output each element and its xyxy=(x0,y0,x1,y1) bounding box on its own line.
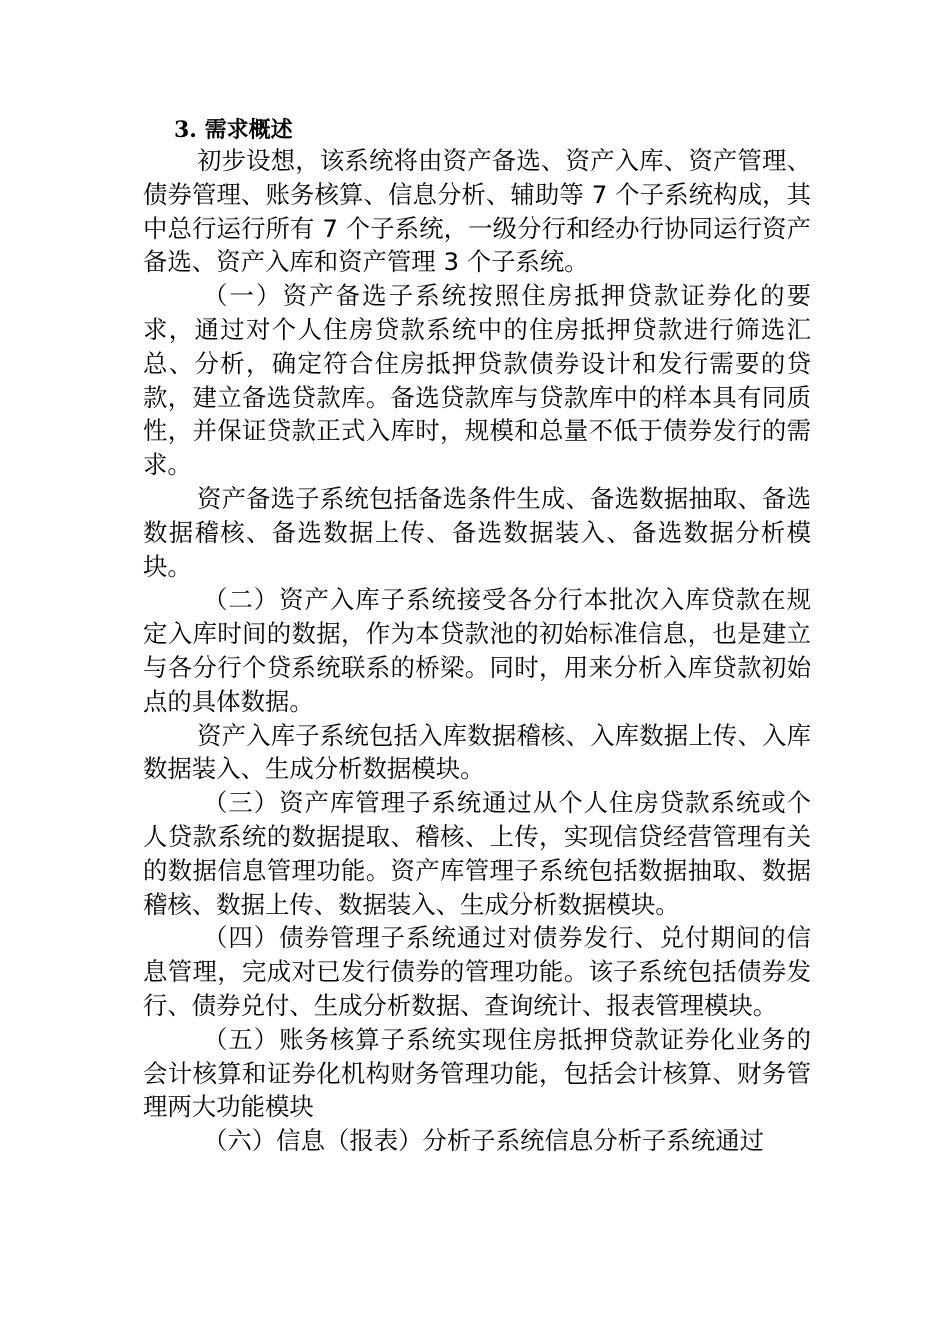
paragraph-information-analysis: （六）信息（报表）分析子系统信息分析子系统通过 xyxy=(203,1126,764,1156)
section-heading: 3. 需求概述 xyxy=(174,117,293,143)
paragraph-overview: 初步设想，该系统将由资产备选、资产入库、资产管理、债券管理、账务核算、信息分析、辅助等 7 个子系统构成，其中总行运行所有 7 个子系统，一级分行和经办行协同运行资产备选、资产入库和资产管理 3 个子系统。 xyxy=(143,146,811,277)
paragraph-asset-intake: （二）资产入库子系统接受各分行本批次入库贷款在规定入库时间的数据，作为本贷款池的初始标准信息，也是建立与各分行个贷系统联系的桥梁。同时，用来分析入库贷款初始点的具体数据。 xyxy=(143,585,811,716)
document-body xyxy=(143,144,811,1158)
paragraph-asset-library-management: （三）资产库管理子系统通过从个人住房贷款系统或个人贷款系统的数据提取、稽核、上传，实现信贷经营管理有关的数据信息管理功能。资产库管理子系统包括数据抽取、数据稽核、数据上传、数据装入、生成分析数据模块。 xyxy=(143,788,811,919)
paragraph-asset-selection: （一）资产备选子系统按照住房抵押贷款证券化的要求，通过对个人住房贷款系统中的住房抵押贷款进行筛选汇总、分析，确定符合住房抵押贷款债券设计和发行需要的贷款，建立备选贷款库。备选贷款库与贷款库中的样本具有同质性，并保证贷款正式入库时，规模和总量不低于债券发行的需求。 xyxy=(143,281,811,480)
paragraph-asset-selection-modules: 资产备选子系统包括备选条件生成、备选数据抽取、备选数据稽核、备选数据上传、备选数据装入、备选数据分析模块。 xyxy=(143,483,811,581)
paragraph-accounting: （五）账务核算子系统实现住房抵押贷款证券化业务的会计核算和证券化机构财务管理功能，包括会计核算、财务管理两大功能模块 xyxy=(143,1024,811,1122)
paragraph-asset-intake-modules: 资产入库子系统包括入库数据稽核、入库数据上传、入库数据装入、生成分析数据模块。 xyxy=(143,720,811,784)
paragraph-bond-management: （四）债券管理子系统通过对债券发行、兑付期间的信息管理，完成对已发行债券的管理功能。该子系统包括债券发行、债券兑付、生成分析数据、查询统计、报表管理模块。 xyxy=(143,923,811,1020)
